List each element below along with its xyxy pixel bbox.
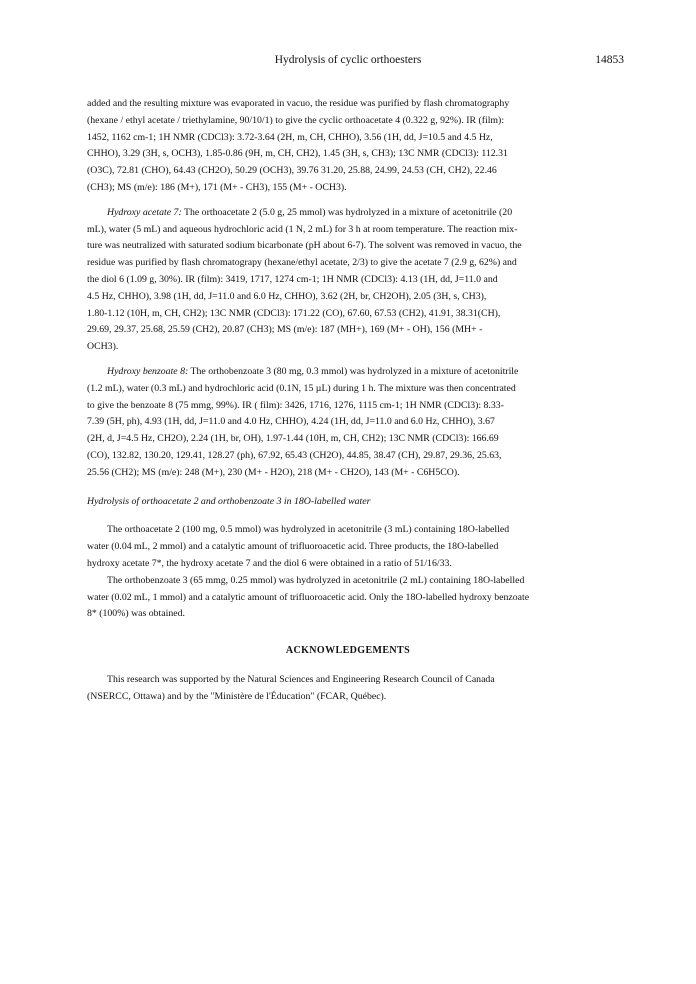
text-line: (2H, d, J=4.5 Hz, CH2O), 2.24 (1H, br, OH), 1.97-1.44 (10H, m, CH, CH2); 13C NMR (CDCl3): 166.69	[87, 433, 499, 445]
paragraph-labelled-orthobenzoate	[87, 573, 609, 623]
text-line: OCH3).	[87, 341, 119, 353]
text-line: The orthoacetate 2 (5.0 g, 25 mmol) was hydrolyzed in a mixture of acetonitrile (20	[184, 206, 513, 218]
text-line: 1.80-1.12 (10H, m, CH, CH2); 13C NMR (CDCl3): 171.22 (CO), 67.60, 67.53 (CH2), 41.91, 38.31(CH),	[87, 307, 501, 319]
text-line: This research was supported by the Natural Sciences and Engineering Research Council of Canada	[107, 673, 495, 685]
paragraph-heading: Hydroxy benzoate 8:	[107, 365, 189, 377]
text-line: added and the resulting mixture was evaporated in vacuo, the residue was purified by flash chromatography	[87, 98, 510, 109]
text-line: (1.2 mL), water (0.3 mL) and hydrochloric acid (0.1N, 15 µL) during 1 h. The mixture was then concentrated	[87, 382, 516, 394]
text-line: 8* (100%) was obtained.	[87, 608, 185, 620]
text-line: (NSERCC, Ottawa) and by the "Ministère de l'Éducation" (FCAR, Québec).	[87, 690, 387, 702]
text-line: 25.56 (CH2); MS (m/e): 248 (M+), 230 (M+ - H2O), 218 (M+ - CH2O), 143 (M+ - C6H5CO).	[87, 466, 460, 478]
text-line: the diol 6 (1.09 g, 30%). IR (film): 3419, 1717, 1274 cm-1; 1H NMR (CDCl3): 4.13 (1H, dd, J=11.0 and	[87, 273, 498, 285]
text-line: 29.69, 29.37, 25.68, 25.59 (CH2), 20.87 (CH3); MS (m/e): 187 (MH+), 169 (M+ - OH), 156 (MH+ -	[87, 324, 483, 336]
running-title: Hydrolysis of cyclic orthoesters	[274, 54, 422, 66]
page-header	[0, 54, 696, 70]
text-line: 1452, 1162 cm-1; 1H NMR (CDCl3): 3.72-3.64 (2H, m, CH, CHHO), 3.56 (1H, dd, J=10.5 and 4.5 Hz,	[87, 131, 493, 143]
text-line: water (0.02 mL, 1 mmol) and a catalytic amount of trifluoroacetic acid. Only the 18O-labelled hydroxy benzoate	[87, 591, 530, 603]
article-body	[87, 96, 609, 706]
page-number: 14853	[595, 54, 624, 66]
text-line: hydroxy acetate 7*, the hydroxy acetate 7 and the diol 6 were obtained in a ratio of 51/16/33.	[87, 557, 452, 569]
text-line: 4.5 Hz, CHHO), 3.98 (1H, dd, J=11.0 and 6.0 Hz, CHHO), 3.62 (2H, br, CH2OH), 2.05 (3H, s, CH3),	[87, 290, 487, 302]
text-line: The orthobenzoate 3 (80 mg, 0.3 mmol) was hydrolyzed in a mixture of acetonitrile	[190, 365, 519, 377]
text-line: The orthoacetate 2 (100 mg, 0.5 mmol) was hydrolyzed in acetonitrile (3 mL) containing 18O-labelled	[107, 524, 510, 536]
text-line: ture was neutralized with saturated sodium bicarbonate (pH about 6-7). The solvent was removed in vacuo, the	[87, 240, 522, 252]
text-line: 7.39 (5H, ph), 4.93 (1H, dd, J=11.0 and 4.0 Hz, CHHO), 4.24 (1H, dd, J=11.0 and 6.0 Hz, CHHO), 3.67	[87, 416, 495, 428]
text-line: (CO), 132.82, 130.20, 129.41, 128.27 (ph), 67.92, 65.43 (CH2O), 44.85, 38.47 (CH), 29.87, 29.36, 25.63,	[87, 449, 502, 461]
text-line: residue was purified by flash chromatograpy (hexane/ethyl acetate, 2/3) to give the acetate 7 (2.9 g, 62%) and	[87, 257, 517, 269]
paragraph-heading: Hydroxy acetate 7:	[107, 206, 182, 218]
text-line: The orthobenzoate 3 (65 mmg, 0.25 mmol) was hydrolyzed in acetonitrile (2 mL) containing 18O-labelled	[107, 574, 525, 586]
paragraph-hydroxy-acetate-7	[87, 205, 609, 356]
paragraph-labelled-orthoacetate	[87, 522, 609, 572]
text-line: water (0.04 mL, 2 mmol) and a catalytic amount of trifluoroacetic acid. Three products, the 18O-labelled	[87, 541, 499, 553]
section-subheading: Hydrolysis of orthoacetate 2 and orthobenzoate 3 in 18O-labelled water	[87, 495, 371, 507]
text-line: mL), water (5 mL) and aqueous hydrochloric acid (1 N, 2 mL) for 3 h at room temperature. The reaction mix-	[87, 223, 518, 235]
text-line: (CH3); MS (m/e): 186 (M+), 171 (M+ - CH3), 155 (M+ - OCH3).	[87, 181, 347, 193]
text-line: (O3C), 72.81 (CHO), 64.43 (CH2O), 50.29 (OCH3), 39.76 31.20, 25.88, 24.99, 24.53 (CH, CH2), 22.46	[87, 165, 497, 177]
paragraph-orthoacetate-4	[87, 96, 609, 197]
text-line: CHHO), 3.29 (3H, s, OCH3), 1.85-0.86 (9H, m, CH, CH2), 1.45 (3H, s, CH3); 13C NMR (CDCl3): 112.31	[87, 148, 508, 160]
acknowledgements-heading: ACKNOWLEDGEMENTS	[285, 645, 411, 657]
text-line: to give the benzoate 8 (75 mmg, 99%). IR ( film): 3426, 1716, 1276, 1115 cm-1; 1H NMR (CDCl3): 8.33-	[87, 399, 504, 411]
acknowledgements-text	[87, 672, 609, 706]
text-line: (hexane / ethyl acetate / triethylamine, 90/10/1) to give the cyclic orthoacetate 4 (0.322 g, 92%). IR (film):	[87, 114, 505, 126]
paragraph-hydroxy-benzoate-8	[87, 364, 609, 482]
